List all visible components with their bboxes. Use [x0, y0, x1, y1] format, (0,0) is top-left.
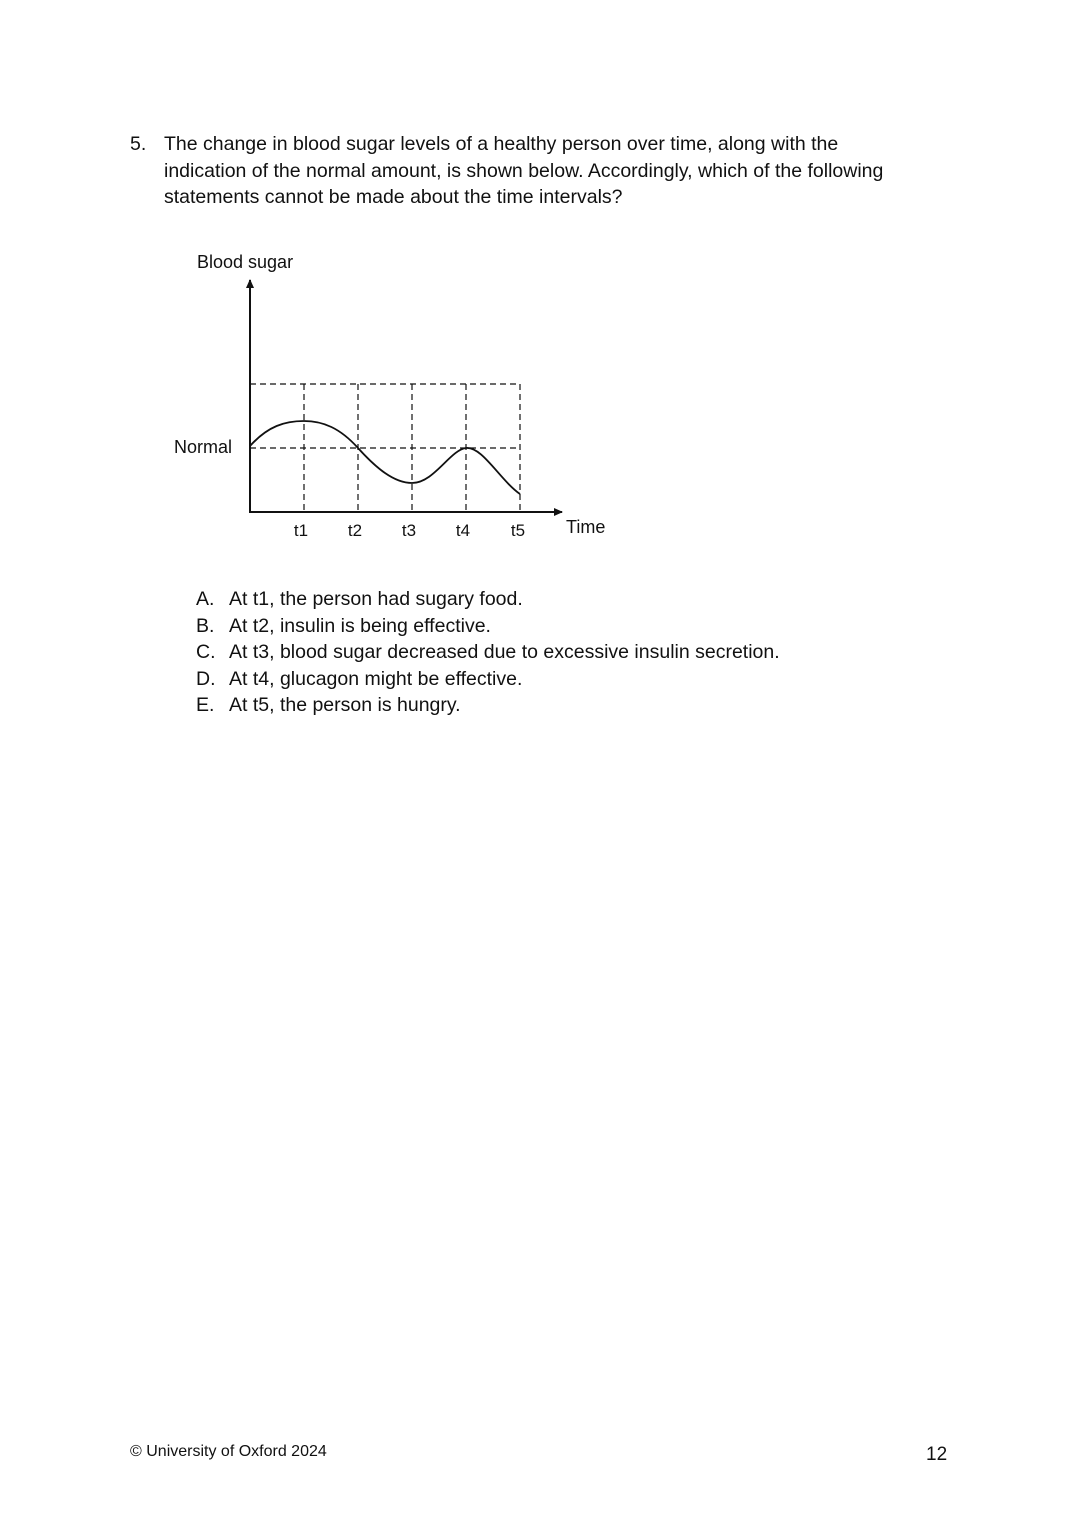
tick-label-t5: t5 — [510, 521, 526, 540]
option-text: At t1, the person had sugary food. — [229, 588, 523, 610]
tick-label-t3: t3 — [401, 521, 417, 540]
normal-label: Normal — [174, 437, 233, 457]
option-c — [196, 639, 780, 666]
question-text: The change in blood sugar levels of a healthy person over time, along with the indication of the normal amount, is shown below. Accordingly, which of the following statements cannot be made about the time intervals? — [164, 133, 884, 208]
dashed-guides — [250, 384, 520, 512]
question — [130, 131, 910, 211]
option-a — [196, 586, 780, 613]
page-number: 12 — [926, 1444, 948, 1465]
y-axis-label: Blood sugar — [197, 252, 294, 272]
tick-label-t4: t4 — [455, 521, 471, 540]
question-number: 5. — [130, 133, 147, 155]
tick-label-t2: t2 — [347, 521, 363, 540]
tick-label-t1: t1 — [293, 521, 309, 540]
answer-options — [196, 586, 780, 719]
option-letter: A. — [196, 588, 215, 610]
option-d — [196, 666, 780, 693]
option-letter: E. — [196, 694, 215, 717]
option-text: At t4, glucagon might be effective. — [229, 667, 523, 690]
option-text: At t2, insulin is being effective. — [229, 614, 491, 637]
x-axis-label: Time — [566, 517, 606, 537]
option-text: At t3, blood sugar decreased due to excessive insulin secretion. — [229, 641, 780, 664]
option-letter: C. — [196, 641, 216, 664]
blood-sugar-diagram — [160, 240, 630, 550]
option-b — [196, 613, 780, 640]
blood-sugar-figure — [160, 240, 630, 550]
blood-sugar-curve — [250, 421, 520, 494]
option-e — [196, 692, 780, 719]
option-letter: D. — [196, 667, 216, 690]
option-text: At t5, the person is hungry. — [229, 694, 461, 717]
option-letter: B. — [196, 614, 215, 637]
footer-copyright: © University of Oxford 2024 — [130, 1443, 327, 1460]
